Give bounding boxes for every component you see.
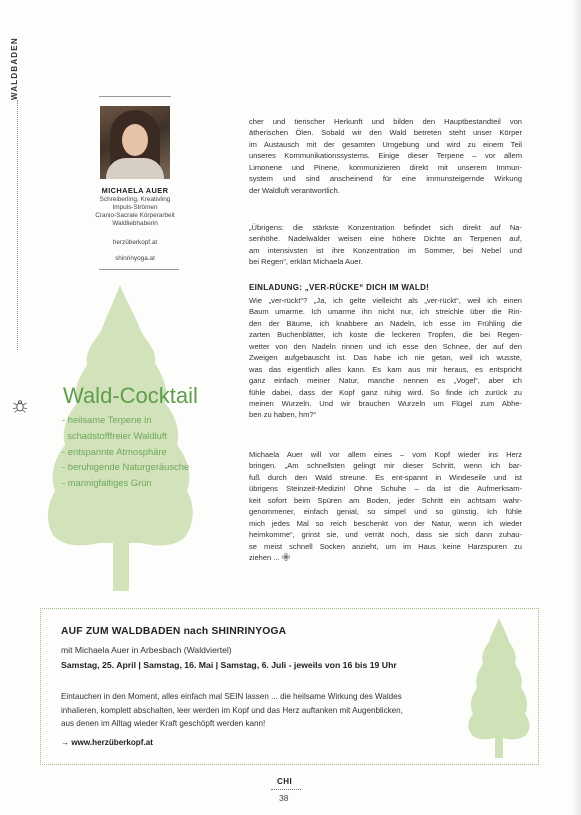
text-line: mich jedes Mal so reich beschenkt von der Natur, wenn ich wieder (249, 518, 522, 528)
list-item: schadstofffreier Waldluft (62, 429, 168, 441)
text-line: inhalieren, komplett abschalten, leer werden im Kopf und das Herz auftanken mit Augenblicken, (61, 705, 403, 715)
section-divider (17, 100, 18, 350)
text-line: Wie „ver-rückt“? „Ja, ich gelte vielleicht als „ver-rückt“, weil ich einen (249, 296, 522, 305)
text-line: was das eigentlich alles kann. Es kam aus mir heraus, es entspricht (249, 364, 522, 374)
page-number: 38 (279, 793, 289, 803)
text-line: bringen. „Am schnellsten gelingt mir dieser Schritt, wenn ich bar- (249, 461, 522, 471)
text-line: Limonene und Pinene, kommunizieren direkt mit unserem Immun- (249, 162, 522, 172)
text-line: bei Regen“, erklärt Michaela Auer. (249, 257, 363, 267)
page-edge-shadow (571, 0, 581, 815)
author-rule-top (99, 96, 171, 97)
text-line: Michaela Auer will vor allem eines – vom Kopf wieder ins Herz (249, 450, 522, 459)
tree-illustration (463, 618, 535, 758)
text-line: fühle dabei, dass der Kopf ganz ruhig wird. So finde ich zurück zu (249, 387, 522, 397)
author-role: Waldliebhaberin (112, 220, 158, 227)
author-role: Cranio-Sacrale Körperarbeit (95, 212, 175, 219)
author-info (85, 186, 185, 228)
text-line: Zweigen aufgebauscht ist. Das habe ich nie getan, weil ich wusste, (249, 353, 522, 363)
author-role: Schreiberling, Kreativling (99, 196, 171, 203)
text-line: cher und tierischer Herkunft und bilden den Hauptbestandteil von (249, 117, 522, 126)
magazine-logo: CHI (277, 777, 293, 786)
text-line: wetter von den Nadeln rinnen und ich esse den Schnee, der auf den (249, 341, 522, 351)
section-label: WALDBADEN (10, 37, 19, 100)
text-line: system und sind anscheinend für eine immunsteigernde Wirkung (249, 174, 522, 184)
author-role: Impuls-Strömen (112, 204, 158, 211)
bug-icon (12, 399, 28, 413)
author-rule-bottom (99, 269, 179, 270)
list-item: - heilsame Terpene in (62, 414, 152, 425)
text-line: Eintauchen in den Moment, alles einfach mal SEIN lassen ... die heilsame Wirkung des Waldes (61, 692, 402, 701)
author-photo (100, 106, 170, 179)
article-paragraph-1 (249, 116, 522, 196)
event-subtitle: mit Michaela Auer in Arbesbach (Waldviertel) (61, 645, 232, 655)
list-item: - mannigfaltiges Grün (62, 477, 152, 489)
event-website-link[interactable]: → www.herzüberkopf.at (61, 738, 153, 747)
author-link-shinrinyoga[interactable]: shinrinyoga.at (115, 255, 155, 262)
event-dates: Samstag, 25. April | Samstag, 16. Mai | Samstag, 6. Juli - jeweils von 16 bis 19 Uhr (61, 660, 397, 670)
text-line: keit sofort beim Spüren am Boden, jeder Schritt ein achtsam wahr- (249, 495, 522, 505)
text-line: ätherischen Ölen. Sobald wir den Wald betreten steht unser Körper (249, 128, 522, 138)
event-description (61, 690, 501, 731)
text-line: genommener, einfach genial, so simpel und so günstig. Ich fühle (249, 507, 522, 517)
article-subheading: EINLADUNG: „VER-RÜCKE“ DICH IM WALD! (249, 283, 430, 292)
text-line: Baum umarme. Ich umarme ihn nicht nur, ich streichle über die Rin- (249, 307, 522, 317)
text-line: fuß durch den Wald streune. Es ent-spannt in Windeseile und ist (249, 472, 522, 482)
text-line: „Übrigens: die stärkste Konzentration befindet sich direkt auf Na- (249, 223, 522, 232)
sidebar-title: Wald-Cocktail (63, 383, 198, 408)
text-line: se meist schnell Socken anzieht, um im Haus keine Harzspuren zu (249, 541, 522, 551)
text-line: zarten Buchenblätter, ich koste die leckeren Tropfen, die bei Regen- (249, 330, 522, 340)
article-paragraph-3 (249, 295, 522, 421)
event-title: AUF ZUM WALDBADEN nach SHINRINYOGA (61, 626, 287, 637)
list-item: - entspannte Atmosphäre (62, 445, 167, 457)
flower-icon (282, 553, 290, 561)
text-line (249, 552, 522, 563)
text-line: heimkomme“, grinst sie, und verrät noch, dass sie sich dann zuhau- (249, 530, 522, 540)
text-line: am intensivsten ist ihre Konzentration im Sommer, bei Nebel und (249, 245, 522, 255)
text-line: unseres Kommunikationssystems. Einige dieser Terpene – vor allem (249, 151, 522, 161)
text-line: ganz einfach meiner Natur, manche nennen es „Vogel“, aber ich (249, 376, 522, 386)
sidebar-list (62, 412, 189, 491)
author-name: MICHAELA AUER (101, 186, 169, 195)
text-line: meinen Wurzeln. Und wir brauchen Wurzeln um Flügel zum Abhe- (249, 398, 522, 408)
article-paragraph-2 (249, 222, 522, 268)
text-line: übrigens Steinzeit-Medizin! Ohne Schuhe – da ist die Aufmerksam- (249, 484, 522, 494)
text-line: den der Bäume, ich knabbere an Nadeln, ich esse im Frühling die (249, 318, 522, 328)
text-line: im Austausch mit der gesamten Umgebung und wird zu einem Teil (249, 139, 522, 149)
list-item: - beruhigende Naturgeräusche (62, 461, 190, 473)
text-line: senhöhe. Nadelwälder weisen eine höhere Dichte an Terpenen auf, (249, 234, 522, 244)
text-line: aus denen im Alltag wieder Kraft geschöpft werden kann! (61, 719, 266, 728)
author-link-herzueberkopf[interactable]: herzüberkopf.at (112, 239, 158, 246)
article-paragraph-4 (249, 449, 522, 563)
text-line: ben zu haben, hm?“ (249, 410, 317, 420)
footer-divider (271, 789, 301, 790)
text-line-end: ziehen ... (249, 552, 280, 562)
text-line: der Waldluft verantwortlich. (249, 185, 340, 195)
